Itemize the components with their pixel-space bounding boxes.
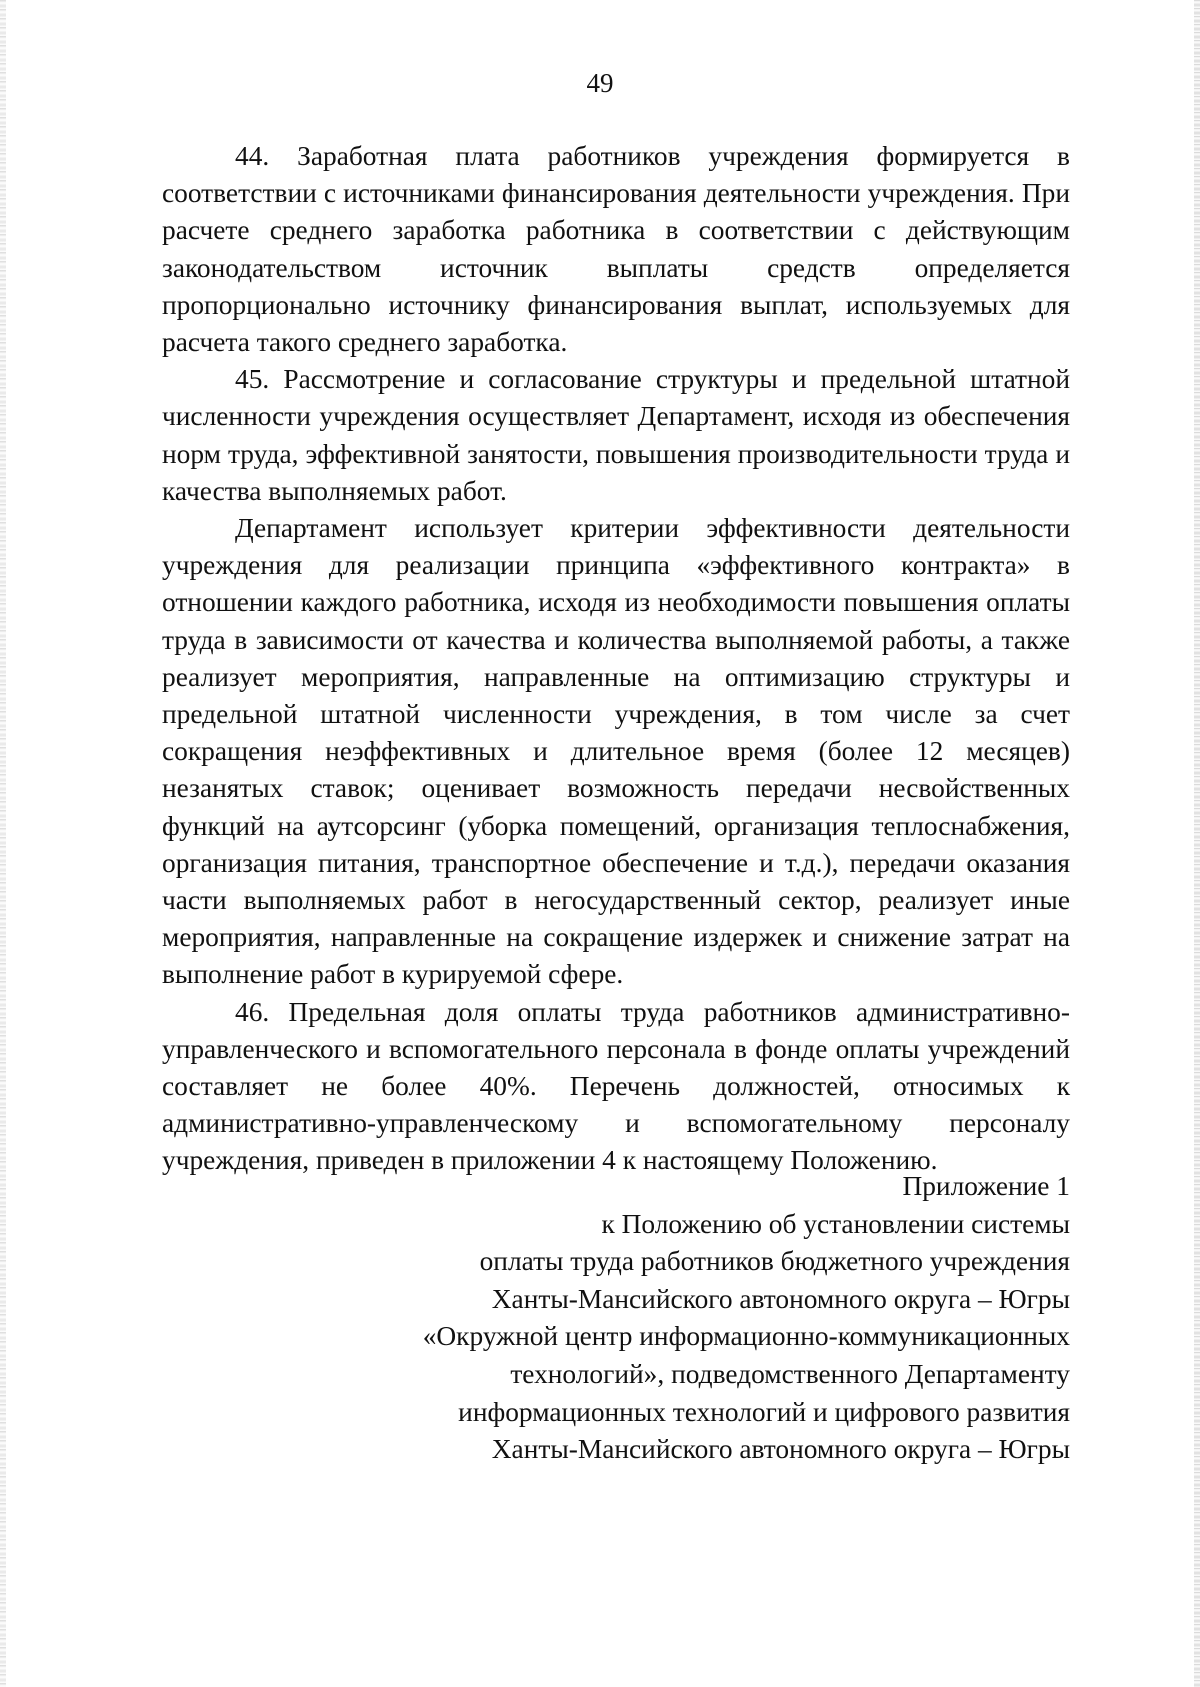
appendix-line: технологий», подведомственного Департаменту — [510, 1358, 1070, 1389]
scan-edge-right — [1194, 0, 1200, 1687]
page-number: 49 — [586, 68, 614, 98]
paragraph-45: 45. Рассмотрение и согласование структуры и предельной штатной численности учреждения осуществляет Департамент, исходя из обеспечения норм труда, эффективной занятости, повышения производительности труда и качества выполняемых работ. — [162, 364, 1070, 506]
appendix-line: информационных технологий и цифрового развития — [458, 1396, 1070, 1427]
appendix-line: Ханты-Мансийского автономного округа – Югры — [491, 1434, 1070, 1465]
paragraph-46: 46. Предельная доля оплаты труда работников административно-управленческого и вспомогательного персонала в фонде оплаты учреждений составляет не более 40%. Перечень должностей, относимых к административно-управленческому и вспомогательному персоналу учреждения, приведен в приложении 4 к настоящему Положению. — [162, 996, 1070, 1176]
document-body — [162, 138, 1070, 1180]
appendix-line: к Положению об установлении системы — [601, 1208, 1070, 1239]
appendix-title: Приложение 1 — [902, 1171, 1070, 1201]
scan-edge-left — [0, 0, 6, 1687]
appendix-heading — [300, 1168, 1070, 1469]
paragraph-department: Департамент использует критерии эффективности деятельности учреждения для реализации принципа «эффективного контракта» в отношении каждого работника, исходя из необходимости повышения оплаты труда в зависимости от качества и количества выполняемой работы, а также реализует мероприятия, направленные на оптимизацию структуры и предельной штатной численности учреждения, в том числе за счет сокращения неэффективных и длительное время (более 12 месяцев) незанятых ставок; оценивает возможность передачи несвойственных функций на аутсорсинг (уборка помещений, организация теплоснабжения, организация питания, транспортное обеспечение и т.д.), передачи оказания части выполняемых работ в негосударственный сектор, реализует иные мероприятия, направленные на сокращение издержек и снижение затрат на выполнение работ в курируемой сфере. — [162, 513, 1070, 990]
appendix-line: Ханты-Мансийского автономного округа – Югры — [491, 1283, 1070, 1314]
appendix-line: «Окружной центр информационно-коммуникационных — [422, 1321, 1070, 1352]
appendix-line: оплаты труда работников бюджетного учреждения — [479, 1246, 1070, 1277]
paragraph-44: 44. Заработная плата работников учреждения формируется в соответствии с источниками финансирования деятельности учреждения. При расчете среднего заработка работника в соответствии с действующим законодательством источник выплаты средств определяется пропорционально источнику финансирования выплат, используемых для расчета такого среднего заработка. — [162, 141, 1070, 358]
